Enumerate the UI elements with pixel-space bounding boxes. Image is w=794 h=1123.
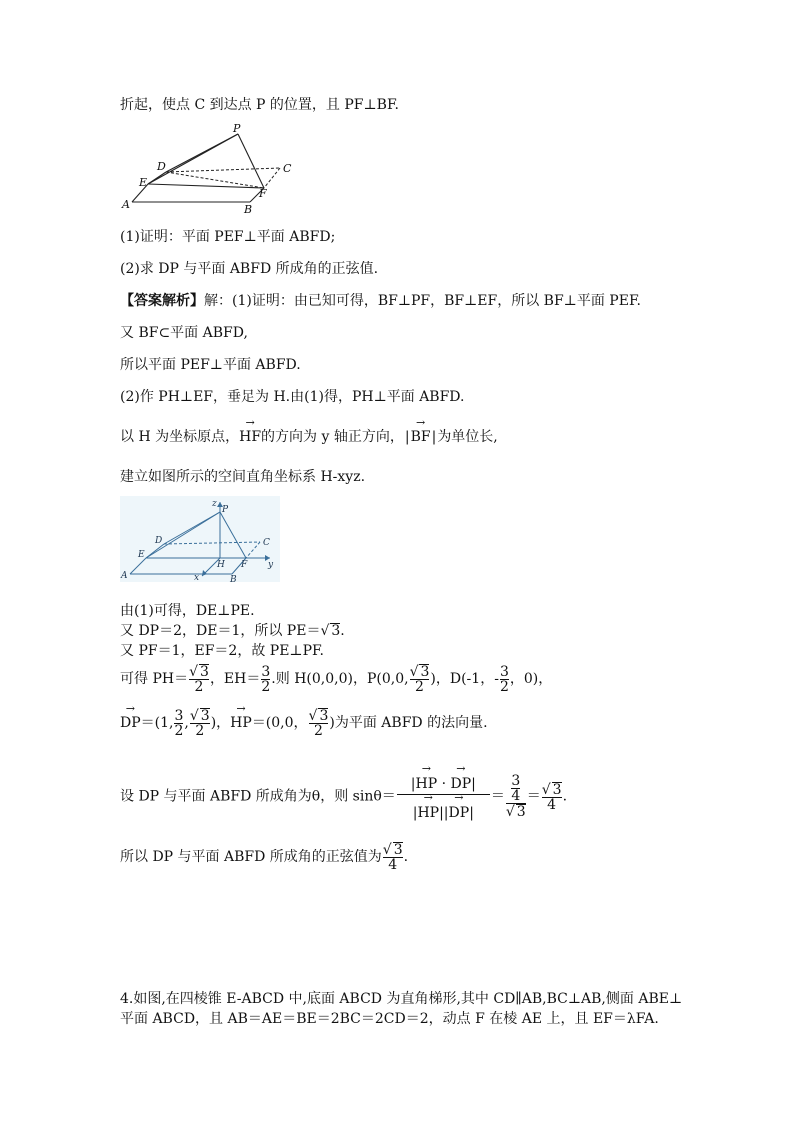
derivation-line-4 [120, 664, 552, 694]
fraction-sqrt3-over-4 [383, 842, 403, 872]
label-C: C [263, 538, 270, 548]
denominator: |→ HP||→ DP| [397, 794, 490, 823]
numerator: 3 [261, 663, 271, 680]
text-segment: 以 H 为坐标原点， [120, 429, 240, 445]
vector-DP: → DP [120, 714, 141, 732]
dashed-DC [166, 168, 280, 172]
label-x: x [194, 573, 200, 582]
edge-PF [238, 134, 264, 188]
label-P: P [222, 505, 229, 515]
denominator: 2 [309, 723, 329, 738]
numerator: √ 3 [308, 708, 329, 724]
problem-4-line-1: 4.如图,在四棱锥 E-ABCD 中,底面 ABCD 为直角梯形,其中 CD∥AB,BC⊥AB,侧面 ABE⊥ [120, 991, 683, 1007]
numerator: √ 3 [189, 664, 209, 680]
text-segment: ＝(0,0， [251, 715, 308, 731]
denominator: 4 [542, 797, 562, 812]
denominator: √ 3 [505, 804, 526, 820]
dot-operator: · [441, 776, 447, 792]
fraction-3-4-over-sqrt3 [506, 774, 526, 819]
denominator: 2 [410, 679, 430, 694]
sqrt-3: 3 [516, 804, 526, 820]
derivation-line-7 [120, 842, 408, 872]
label-E: E [138, 550, 145, 560]
text-segment: 的方向为 y 轴正方向， [261, 429, 404, 445]
numerator: √ 3 [409, 664, 430, 680]
dashed-CF [264, 168, 280, 188]
label-H: H [217, 560, 225, 570]
text-segment: ＝(1, [140, 715, 174, 731]
sqrt-3: 3 [319, 708, 329, 724]
numerator: 3 [499, 663, 509, 680]
solution-line-3: 所以平面 PEF⊥平面 ABFD. [120, 357, 301, 373]
fraction-sqrt3-over-4 [542, 782, 562, 812]
text-segment: ，0)， [509, 671, 553, 687]
solution-line-6: 建立如图所示的空间直角坐标系 H-xyz. [120, 469, 366, 485]
solution-line-1 [120, 292, 641, 310]
text-segment: .则 H(0,0,0)，P(0,0, [271, 671, 409, 687]
derivation-line-3: 又 PF＝1，EF＝2，故 PE⊥PF. [120, 643, 324, 659]
numerator: 3 [511, 773, 521, 789]
denominator: 4 [383, 857, 403, 872]
text-segment: ，EH＝ [209, 671, 261, 687]
denominator: 4 [511, 788, 521, 804]
label-D: D [157, 160, 166, 173]
edge-EF [148, 184, 264, 188]
radical-sign: √ [320, 623, 330, 639]
solution-line-4: (2)作 PH⊥EF，垂足为 H.由(1)得，PH⊥平面 ABFD. [120, 389, 465, 405]
label-P: P [233, 124, 241, 135]
label-y: y [268, 560, 274, 570]
figure-coordinate-system [120, 496, 280, 582]
vector-BF: → BF [411, 428, 431, 446]
text-segment: )，D(-1，- [430, 671, 499, 687]
sqrt-3: 3 [331, 623, 341, 639]
figure-folded-trapezoid [120, 124, 310, 214]
equals: ＝ [490, 788, 505, 805]
derivation-line-6 [120, 770, 567, 823]
denominator: 2 [174, 722, 184, 739]
text-segment: , [184, 715, 189, 731]
text-segment: 又 DP＝2，DE＝1，所以 PE＝ [120, 623, 321, 639]
denominator: 2 [189, 679, 209, 694]
question-2: (2)求 DP 与平面 ABFD 所成角的正弦值. [120, 261, 379, 277]
text-segment: )， [210, 715, 231, 731]
numerator: |→ HP · → DP| [397, 774, 490, 794]
label-B: B [244, 203, 253, 214]
text-segment: . [562, 788, 568, 805]
text-segment: . [340, 623, 345, 639]
numerator: √ 3 [541, 781, 562, 798]
fraction-sqrt3-over-2 [190, 708, 210, 738]
label-B: B [230, 575, 237, 582]
text-segment: 设 DP 与平面 ABFD 所成角为θ，则 sinθ＝ [120, 788, 396, 805]
sine-fraction [397, 770, 490, 823]
vector-HP: → HP [416, 774, 438, 794]
fraction-sqrt3-over-2 [309, 708, 329, 738]
numerator: √ 3 [189, 708, 210, 724]
text-segment: 可得 PH＝ [120, 671, 189, 687]
derivation-line-1: 由(1)可得，DE⊥PE. [120, 603, 255, 619]
label-A: A [122, 198, 130, 211]
solution-text-1: 解：(1)证明：由已知可得，BF⊥PF，BF⊥EF，所以 BF⊥平面 PEF. [204, 293, 641, 309]
vector-HP: → HP [417, 803, 439, 823]
fraction-3-over-2 [500, 665, 509, 694]
intro-line: 折起，使点 C 到达点 P 的位置，且 PF⊥BF. [120, 97, 399, 113]
label-F: F [241, 560, 248, 570]
label-E: E [139, 176, 148, 189]
sqrt-3: 3 [200, 664, 209, 680]
sqrt-3: 3 [393, 842, 403, 858]
fraction-3-over-2 [174, 709, 183, 738]
equals: ＝ [526, 788, 541, 805]
text-segment: 为单位长, [437, 429, 498, 445]
vector-DP: → DP [451, 774, 472, 794]
sqrt-3: 3 [552, 781, 562, 798]
label-F: F [259, 187, 267, 200]
derivation-line-2 [120, 622, 345, 640]
fraction-3-over-4 [511, 774, 520, 803]
label-C: C [283, 162, 292, 175]
vector-DP: → DP [449, 803, 470, 823]
abs-close: | [431, 429, 437, 445]
fraction-sqrt3-over-2 [189, 664, 209, 694]
sqrt-3: 3 [200, 708, 210, 724]
label-D: D [155, 536, 163, 546]
derivation-line-5 [120, 708, 488, 738]
text-segment: )为平面 ABFD 的法向量. [329, 715, 488, 731]
label-A: A [121, 571, 128, 581]
question-1: (1)证明：平面 PEF⊥平面 ABFD; [120, 229, 336, 245]
vector-HP: → HP [230, 714, 252, 732]
problem-4-line-2: 平面 ABCD，且 AB＝AE＝BE＝2BC＝2CD＝2，动点 F 在棱 AE 上，且 EF＝λFA. [120, 1011, 659, 1027]
abs-open: | [404, 429, 410, 445]
numerator [506, 774, 526, 803]
fraction-3-over-2 [261, 665, 270, 694]
numerator: √ 3 [382, 842, 403, 858]
answer-heading: 【答案解析】 [120, 293, 204, 309]
solution-line-2: 又 BF⊂平面 ABFD, [120, 325, 248, 341]
text-segment: . [403, 849, 409, 865]
fraction-sqrt3-over-2 [410, 664, 430, 694]
vector-HF: → HF [239, 428, 261, 446]
text-segment: 所以 DP 与平面 ABFD 所成角的正弦值为 [120, 849, 382, 865]
denominator: 2 [190, 723, 210, 738]
numerator: 3 [174, 707, 184, 724]
denominator: 2 [499, 678, 509, 695]
solution-line-5 [120, 428, 498, 446]
label-z: z [212, 499, 217, 509]
denominator: 2 [261, 678, 271, 695]
sqrt-3: 3 [420, 664, 430, 680]
